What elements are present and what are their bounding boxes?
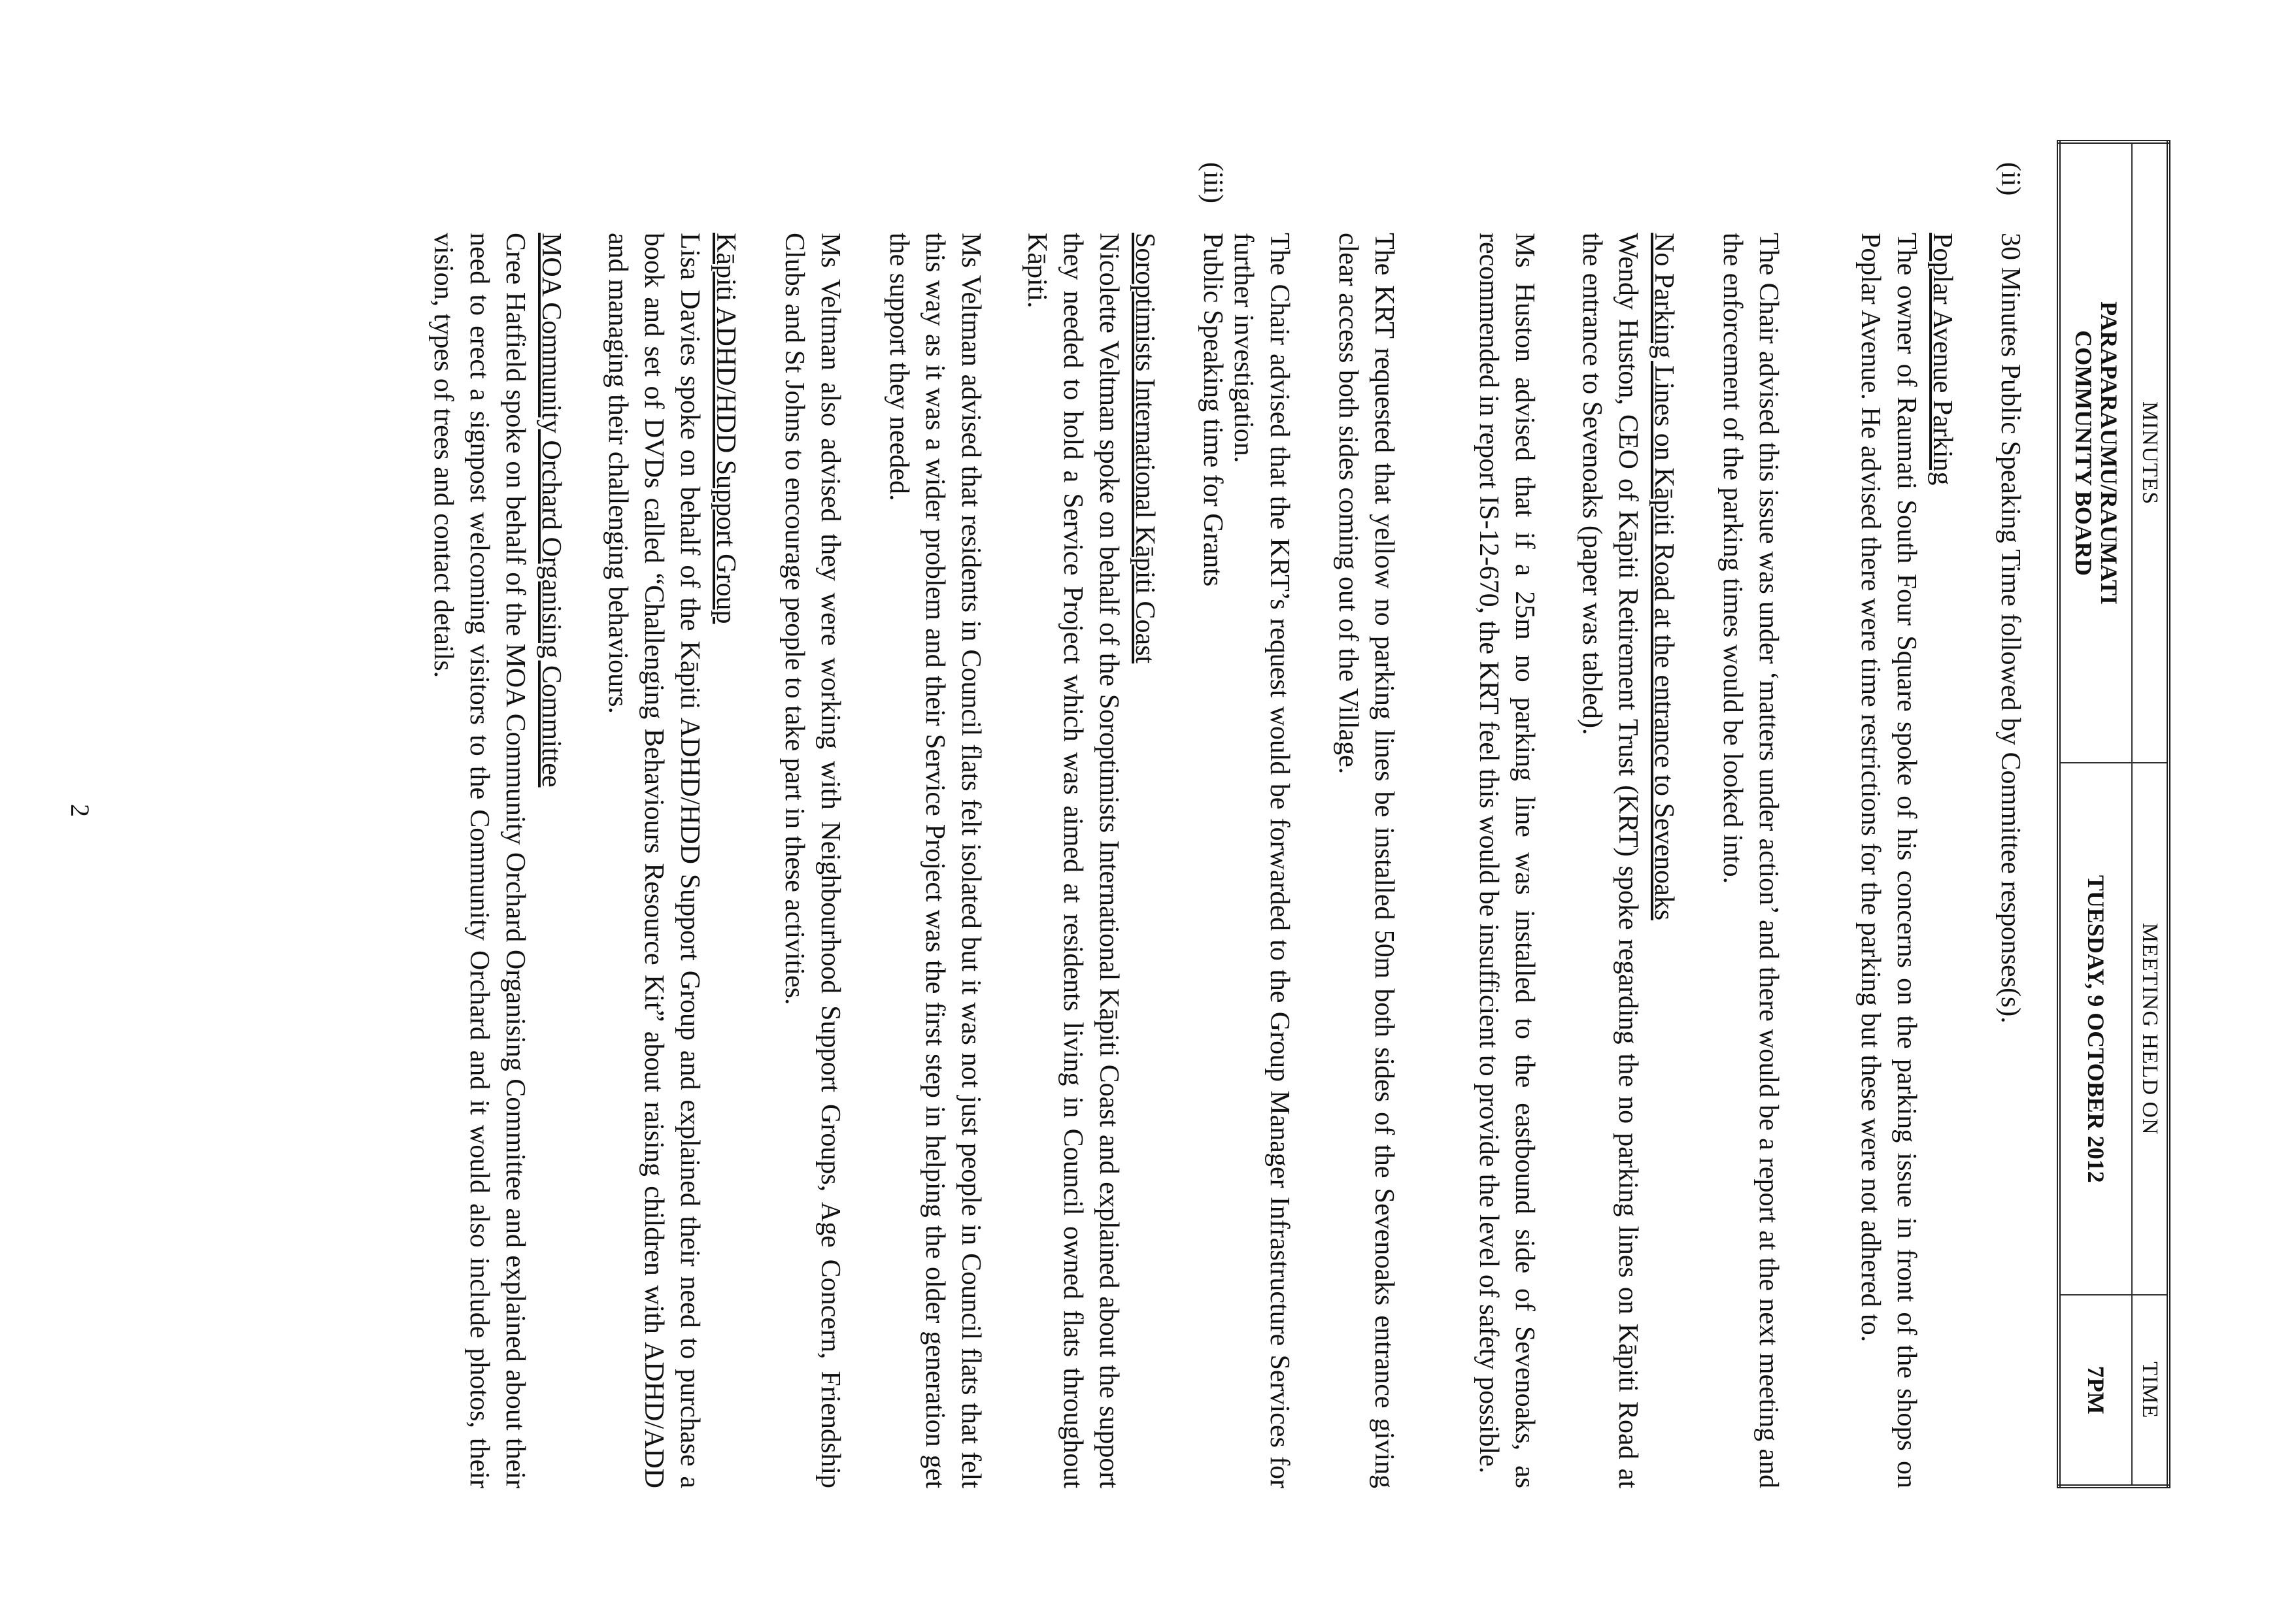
paragraph-text: The owner of Raumati South Four Square spoke of his concerns on the parking issue in front of the shops on Poplar Avenue. He advised there were time restrictions for the parking but these were not adhered to.: [1855, 233, 1921, 1488]
paragraph: [1714, 233, 1786, 1488]
paragraph: [1330, 233, 1402, 1488]
paragraph-heading: No Parking Lines on Kāpiti Road at the entrance to Sevenoaks: [1649, 233, 1679, 921]
paragraph: [599, 233, 743, 1488]
paragraph-text: Ms Huston advised that if a 25m no parking line was installed to the eastbound side of Sevenoaks, as recommended in report IS-12-670, the KRT feel this would be insufficient to provide the level of safety possible.: [1474, 233, 1540, 1488]
paragraph-heading: Kāpiti ADHD/HDD Support Group: [711, 233, 741, 624]
paragraph-text: Cree Hatfield spoke on behalf of the MOA Community Orchard Organising Committee and explained about their need to erect a signpost welcoming visitors to the Community Orchard and it would also include photos, their vision, types of trees and contact details.: [428, 233, 530, 1488]
board-name: [2059, 142, 2132, 763]
paragraph-text: The Chair advised that the KRT’s request would be forwarded to the Group Manager Infrastructure Services for further investigation.: [1228, 233, 1294, 1488]
page-number: 2: [65, 804, 95, 817]
paragraph: [1470, 233, 1542, 1488]
item-title: 30 Minutes Public Speaking Time followed by Committee responses(s).: [1995, 233, 2025, 1024]
paragraph-heading: Soroptimists International Kāpiti Coast: [1130, 233, 1160, 664]
board-name-line2: COMMUNITY BOARD: [2070, 330, 2097, 576]
paragraph-heading: MOA Community Orchard Organising Committee: [536, 233, 566, 788]
paragraph-text: Wendy Huston, CEO of Kāpiti Retirement Trust (KRT) spoke regarding the no parking lines on Kāpiti Road at the entrance to Sevenoaks (paper was tabled).: [1577, 233, 1643, 1488]
paragraph-heading: Poplar Avenue Parking: [1927, 233, 1957, 486]
paragraph: [1574, 233, 1681, 1488]
paragraph: [776, 233, 848, 1488]
paragraph-text: The KRT requested that yellow no parking lines be installed 50m both sides of the Sevenoaks entrance giving clear access both sides coming out of the Village.: [1333, 233, 1399, 1488]
meeting-date: TUESDAY, 9 OCTOBER 2012: [2059, 763, 2132, 1295]
paragraph-text: Nicolette Veltman spoke on behalf of the Soroptimists International Kāpiti Coast and explained about the support they needed to hold a Service Project which was aimed at residents living in Council owned flats throughout Kāpiti.: [1022, 233, 1124, 1488]
minutes-header-table: [2057, 140, 2170, 1488]
paragraph: [1225, 233, 1297, 1488]
paragraph-text: Ms Veltman advised that residents in Council flats felt isolated but it was not just people in Council flats that felt this way as it was a wider problem and their Service Project was the first step in helping the older generation get the support they needed.: [884, 233, 986, 1488]
paragraph: [1019, 233, 1162, 1488]
paragraph: [881, 233, 988, 1488]
paragraph-text: The Chair advised this issue was under ‘matters under action’ and there would be a report at the next meeting and the enforcement of the parking times would be looked into.: [1717, 233, 1783, 1488]
time-label: TIME: [2132, 1295, 2169, 1486]
paragraph: [425, 233, 569, 1488]
board-name-line1: PARAPARAUMU/RAUMATI: [2095, 301, 2122, 605]
meeting-time: 7PM: [2059, 1295, 2132, 1486]
meeting-held-on-label: MEETING HELD ON: [2132, 763, 2169, 1295]
item-title: Public Speaking time for Grants: [1198, 233, 1228, 587]
item-number: (iii): [1198, 162, 1228, 203]
item-number: (ii): [1995, 162, 2025, 196]
paragraph-text: Lisa Davies spoke on behalf of the Kāpiti ADHD/HDD Support Group and explained their need to purchase a book and set of DVDs called “Challenging Behaviours Resource Kit” about raising children with ADHD/ADD and managing their challenging behaviours.: [603, 233, 705, 1488]
paragraph: [1852, 233, 1960, 1488]
paragraph-text: Ms Veltman also advised they were working with Neighbourhood Support Groups, Age Concern, Friendship Clubs and St Johns to encourage people to take part in these activities.: [779, 233, 845, 1488]
minutes-label: MINUTES: [2132, 142, 2169, 763]
